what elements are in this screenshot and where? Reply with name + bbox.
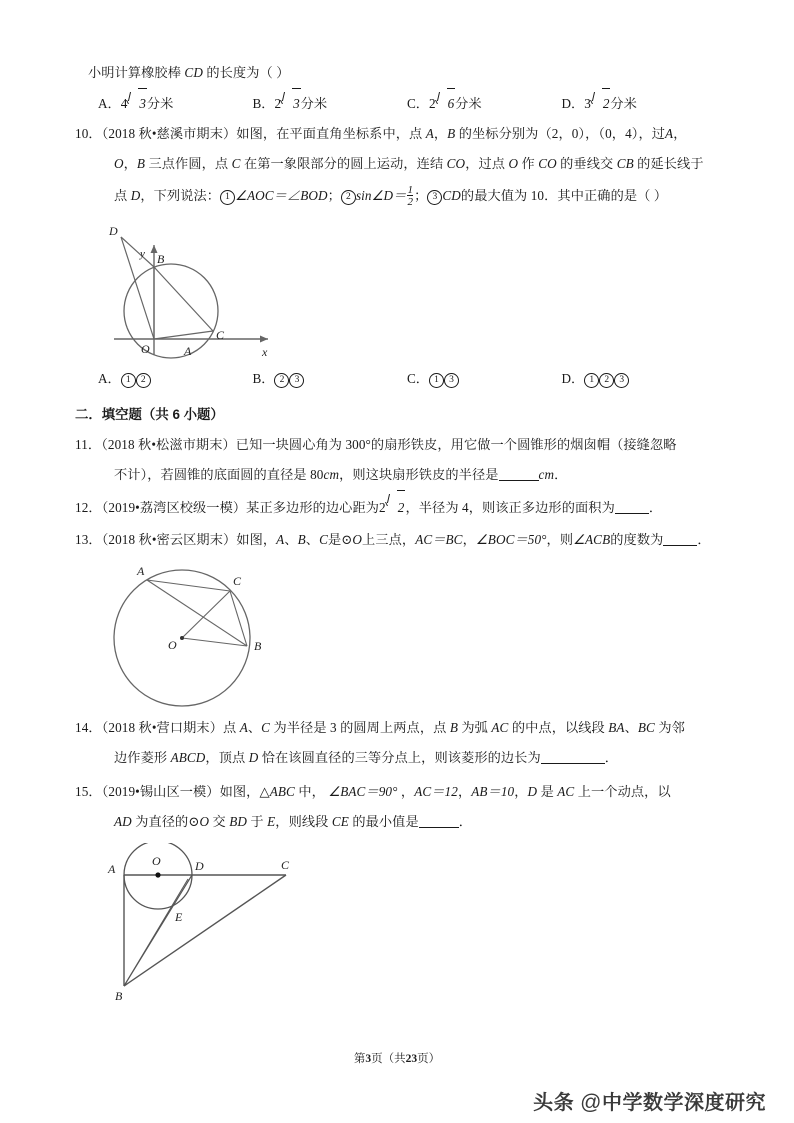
q10-text: ，: [433, 126, 448, 141]
choice-option[interactable]: [407, 364, 562, 394]
q13-var: O: [352, 532, 363, 547]
choice-option[interactable]: [562, 364, 717, 394]
question-11-line-2: [88, 460, 716, 490]
q10-text: ；: [414, 188, 428, 203]
choice-label: D．: [561, 371, 585, 386]
label-x-axis: x: [262, 345, 268, 359]
q10-text: 在第一象限部分的圆上运动，连结: [243, 156, 444, 171]
section-heading-fill-in-blank: 二．填空题（共 6 小题）: [75, 407, 224, 422]
q14-var: C: [261, 720, 271, 735]
q14-var: BC: [637, 720, 655, 735]
question-number: 14．: [75, 720, 102, 735]
q15-var: AB＝10: [471, 784, 515, 799]
q11-text: ．: [554, 467, 568, 482]
question-15-figure: [96, 843, 716, 1003]
q10-statement-1: ∠AOC＝∠BOD: [235, 188, 328, 203]
q14-var: A: [239, 720, 248, 735]
segment-BC: [154, 267, 213, 331]
q10-text: 的最大值为 10．其中正确的是（ ）: [460, 188, 668, 203]
q11-unit: cm: [538, 467, 555, 482]
q10-var: CO: [538, 156, 557, 171]
q12-text: ，半径为 4，则该正多边形的面积为: [405, 500, 615, 515]
q10-text: 点: [114, 188, 128, 203]
choice-label: B．: [252, 96, 275, 111]
choice-option[interactable]: [253, 88, 408, 119]
fraction-numerator: 1: [407, 184, 414, 197]
choice-label: D．: [561, 96, 585, 111]
answer-blank[interactable]: [663, 531, 697, 546]
choice-label: B．: [252, 371, 275, 386]
chord-AC: [147, 580, 230, 591]
answer-blank[interactable]: [553, 749, 605, 764]
circled-number-2: 2: [274, 373, 289, 388]
q10-text: ；: [327, 188, 341, 203]
q15-var: O: [199, 814, 210, 829]
watermark-at-symbol: @: [580, 1091, 602, 1114]
radicand: 3: [138, 88, 147, 119]
choice-label: A．: [98, 96, 121, 111]
q13-text: 如图，: [236, 532, 277, 547]
circled-number-1: 1: [121, 373, 136, 388]
question-9-stem: [88, 58, 716, 88]
q13-text: ，则: [546, 532, 574, 547]
q13-var: B: [297, 532, 306, 547]
q15-var: D: [527, 784, 538, 799]
radicand: 3: [292, 88, 301, 119]
q14-var: AC: [491, 720, 509, 735]
q15-text: ．: [458, 814, 473, 829]
question-15-line-1: [75, 777, 716, 807]
q10-text: ，: [673, 126, 687, 141]
question-source: （2019•锡山区一模）: [101, 784, 220, 799]
radical-sign: [127, 88, 147, 119]
q14-var: ABCD: [170, 750, 206, 765]
question-10-choices: [88, 364, 716, 394]
choice-label: C．: [407, 371, 429, 386]
question-number: 13．: [75, 532, 102, 547]
label-E: E: [175, 910, 183, 924]
radius-OC: [182, 591, 230, 638]
q15-text: ，则线段: [275, 814, 329, 829]
footer-suffix: 页）: [417, 1053, 441, 1065]
circled-number-3: 3: [427, 190, 442, 205]
fraction-one-half: [407, 185, 413, 208]
question-11-line-1: [75, 430, 716, 460]
q10-var: D: [130, 188, 141, 203]
q9-stem-post: 的长度为（ ）: [206, 65, 290, 80]
q15-text: 为直径的⊙: [135, 814, 200, 829]
choice-coefficient: 3: [584, 96, 591, 111]
q14-var: D: [248, 750, 259, 765]
q15-text: 上一个动点，以: [577, 784, 671, 799]
q12-text: 某正多边形的边心距为: [246, 500, 380, 515]
x-axis-arrow: [260, 336, 268, 343]
label-A: A: [137, 564, 145, 578]
label-O: O: [152, 854, 161, 868]
circled-number-1: 1: [220, 190, 235, 205]
q10-text: 三点作圆，点: [148, 156, 229, 171]
q10-var: O: [114, 156, 124, 171]
label-D: D: [109, 224, 118, 238]
q13-var: AC＝BC: [415, 532, 463, 547]
q15-var: BD: [229, 814, 248, 829]
segment-OC: [154, 331, 213, 339]
question-number: 12．: [75, 500, 102, 515]
question-10-line-2: [88, 149, 716, 179]
choice-option[interactable]: [407, 88, 562, 119]
q15-var: CE: [331, 814, 349, 829]
footer-mid: 页（共: [371, 1053, 406, 1065]
q9-stem-pre: 小明计算橡胶棒: [88, 65, 182, 80]
q10-text: 的垂线交: [560, 156, 614, 171]
circled-number-2: 2: [136, 373, 151, 388]
question-10-figure: [96, 215, 716, 360]
label-B: B: [157, 252, 165, 266]
q12-coefficient: 2: [379, 500, 386, 515]
question-number: 10．: [75, 126, 102, 141]
question-source: （2018 秋•营口期末）: [101, 720, 223, 735]
q11-text: 已知一块圆心角为 300°的扇形铁皮，用它做一个圆锥形的烟囱帽（接缝忽略: [235, 437, 677, 452]
q15-var: ∠BAC＝90°: [328, 784, 398, 799]
q14-text: 、: [247, 720, 262, 735]
question-number: 15．: [75, 784, 102, 799]
label-y-axis: y: [140, 248, 145, 260]
q13-var: A: [276, 532, 285, 547]
radical-sign: [386, 490, 406, 525]
q10-text: 的坐标分别为（2，0），（0，4），过: [458, 126, 666, 141]
q10-var: CO: [446, 156, 466, 171]
label-C: C: [233, 574, 242, 588]
label-O: O: [141, 342, 150, 356]
q14-var: B: [449, 720, 458, 735]
q10-statement-2: sin∠D＝: [355, 188, 407, 203]
watermark: [533, 1086, 766, 1115]
circled-number-1: 1: [584, 373, 599, 388]
q10-coordinate-circle-diagram: [96, 215, 286, 360]
circled-number-2: 2: [341, 190, 356, 205]
q10-var: C: [231, 156, 241, 171]
q15-var: AC: [557, 784, 575, 799]
q15-text: 的最小值是: [352, 814, 419, 829]
footer-total-pages: 23: [405, 1053, 418, 1065]
q10-text: 如图，在平面直角坐标系中，点: [236, 126, 423, 141]
circled-number-3: 3: [614, 373, 629, 388]
question-14-line-1: [75, 713, 716, 743]
q10-var: A: [665, 126, 674, 141]
q14-text: 恰在该圆直径的三等分点上，则该菱形的边长为: [261, 750, 541, 765]
choice-option[interactable]: [98, 364, 253, 394]
q14-text: ．: [604, 750, 619, 765]
question-source: （2018 秋•慈溪市期末）: [101, 126, 237, 141]
q15-var: ABC: [269, 784, 295, 799]
choice-unit: 分米: [300, 96, 328, 111]
answer-blank[interactable]: [615, 499, 649, 514]
fraction-denominator: 2: [407, 195, 414, 208]
q10-text: 作: [521, 156, 535, 171]
q11-text: ，则这块扇形铁皮的半径是: [339, 467, 499, 482]
radicand: 2: [602, 88, 611, 119]
question-source: （2018 秋•松滋市期末）: [101, 437, 236, 452]
q13-text: 、: [305, 532, 320, 547]
q15-text: 如图，△: [219, 784, 270, 799]
footer-prefix: 第: [353, 1053, 366, 1065]
q15-text: 是: [540, 784, 554, 799]
q13-var: ∠ACB: [573, 532, 611, 547]
circled-number-2: 2: [599, 373, 614, 388]
segment-BC: [124, 875, 286, 986]
q10-text: 的延长线于: [637, 156, 704, 171]
radicand: 6: [447, 88, 456, 119]
q10-var: CB: [616, 156, 634, 171]
q13-text: 的度数为: [610, 532, 664, 547]
q14-text: 为弧: [461, 720, 488, 735]
label-A: A: [108, 862, 116, 876]
q11-text: 不计），若圆锥的底面圆的直径是 80: [114, 467, 324, 482]
center-point-dot: [180, 636, 184, 640]
q15-text: 中，: [298, 784, 325, 799]
choice-coefficient: 2: [274, 96, 282, 111]
footer-page-number: 3: [365, 1053, 372, 1065]
q13-text: 是⊙: [327, 532, 353, 547]
q14-text: 、: [624, 720, 638, 735]
q13-text: ．: [697, 532, 711, 547]
label-C: C: [216, 328, 225, 342]
label-B: B: [254, 639, 262, 653]
question-13-line-1: [75, 525, 716, 555]
choice-coefficient: 4: [120, 96, 128, 111]
question-source: （2019•荔湾区校级一模）: [101, 500, 247, 515]
circled-number-3: 3: [289, 373, 304, 388]
radical-sign: [281, 88, 301, 119]
q13-var: C: [319, 532, 328, 547]
circled-number-1: 1: [429, 373, 444, 388]
q14-text: 为半径是 3 的圆周上两点，点: [273, 720, 447, 735]
choice-option[interactable]: [253, 364, 408, 394]
question-12-line-1: [75, 490, 716, 525]
q15-var: E: [267, 814, 276, 829]
chord-AB: [147, 580, 247, 646]
choice-coefficient: 2: [428, 96, 436, 111]
q10-text: ，过点: [465, 156, 506, 171]
question-10-line-3: [88, 179, 716, 213]
answer-blank[interactable]: [419, 813, 459, 828]
q10-var: B: [136, 156, 146, 171]
q13-var: ∠BOC＝50°: [475, 532, 547, 547]
page-footer: [0, 1050, 794, 1066]
radical-sign: [436, 88, 456, 119]
q15-var: AC＝12: [414, 784, 458, 799]
radical-sign: [591, 88, 611, 119]
radicand: 2: [397, 490, 406, 525]
q14-text: 点: [223, 720, 237, 735]
choice-option[interactable]: [98, 88, 253, 119]
center-point-dot: [155, 872, 160, 877]
label-A: A: [184, 344, 192, 358]
q15-text: 于: [250, 814, 264, 829]
watermark-brand: 头条: [533, 1092, 575, 1114]
q14-text: 的中点，以线段: [511, 720, 605, 735]
choice-label: C．: [407, 96, 429, 111]
choice-label: A．: [98, 371, 121, 386]
q15-text: 交: [212, 814, 226, 829]
q12-text: ．: [648, 500, 663, 515]
q15-triangle-circle-diagram: [96, 843, 326, 1003]
choice-unit: 分米: [610, 96, 637, 111]
q10-var: A: [425, 126, 434, 141]
q13-text: ，: [462, 532, 476, 547]
circled-number-3: 3: [444, 373, 459, 388]
label-D: D: [195, 859, 204, 873]
q14-var: BA: [608, 720, 625, 735]
q14-text: 为邻: [658, 720, 685, 735]
choice-option[interactable]: [562, 88, 717, 119]
question-10-line-1: [75, 119, 716, 149]
q15-var: AD: [114, 814, 132, 829]
q10-var: B: [447, 126, 456, 141]
q13-text: 上三点，: [362, 532, 416, 547]
q10-text: ，下列说法：: [140, 188, 221, 203]
q15-text: ，: [514, 784, 528, 799]
question-14-line-2: [88, 743, 716, 773]
q15-text: ，: [457, 784, 472, 799]
question-9-choices: [88, 88, 716, 119]
choice-unit: 分米: [455, 96, 482, 111]
q14-text: 边作菱形: [114, 750, 168, 765]
page-content: [75, 58, 716, 1003]
q14-text: ，顶点: [205, 750, 246, 765]
question-15-line-2: [88, 807, 716, 837]
watermark-account: 中学数学深度研究: [602, 1092, 766, 1114]
q15-text: ，: [400, 784, 415, 799]
question-number: 11．: [75, 437, 102, 452]
label-C: C: [281, 858, 290, 872]
q13-circle-diagram: [104, 561, 304, 709]
choice-unit: 分米: [146, 96, 174, 111]
segment-BE: [124, 879, 188, 986]
question-source: （2018 秋•密云区期末）: [101, 532, 237, 547]
answer-blank[interactable]: [499, 466, 539, 481]
q10-statement-3: CD: [442, 188, 461, 203]
q9-stem-variable: CD: [184, 65, 203, 80]
answer-blank[interactable]: [541, 749, 553, 764]
circle: [124, 264, 218, 358]
q11-unit: cm: [323, 467, 340, 482]
label-B: B: [115, 989, 123, 1003]
q13-text: 、: [284, 532, 298, 547]
q10-var: O: [508, 156, 519, 171]
q10-text: ，: [123, 156, 137, 171]
question-13-figure: [104, 561, 716, 709]
label-O: O: [168, 638, 177, 652]
